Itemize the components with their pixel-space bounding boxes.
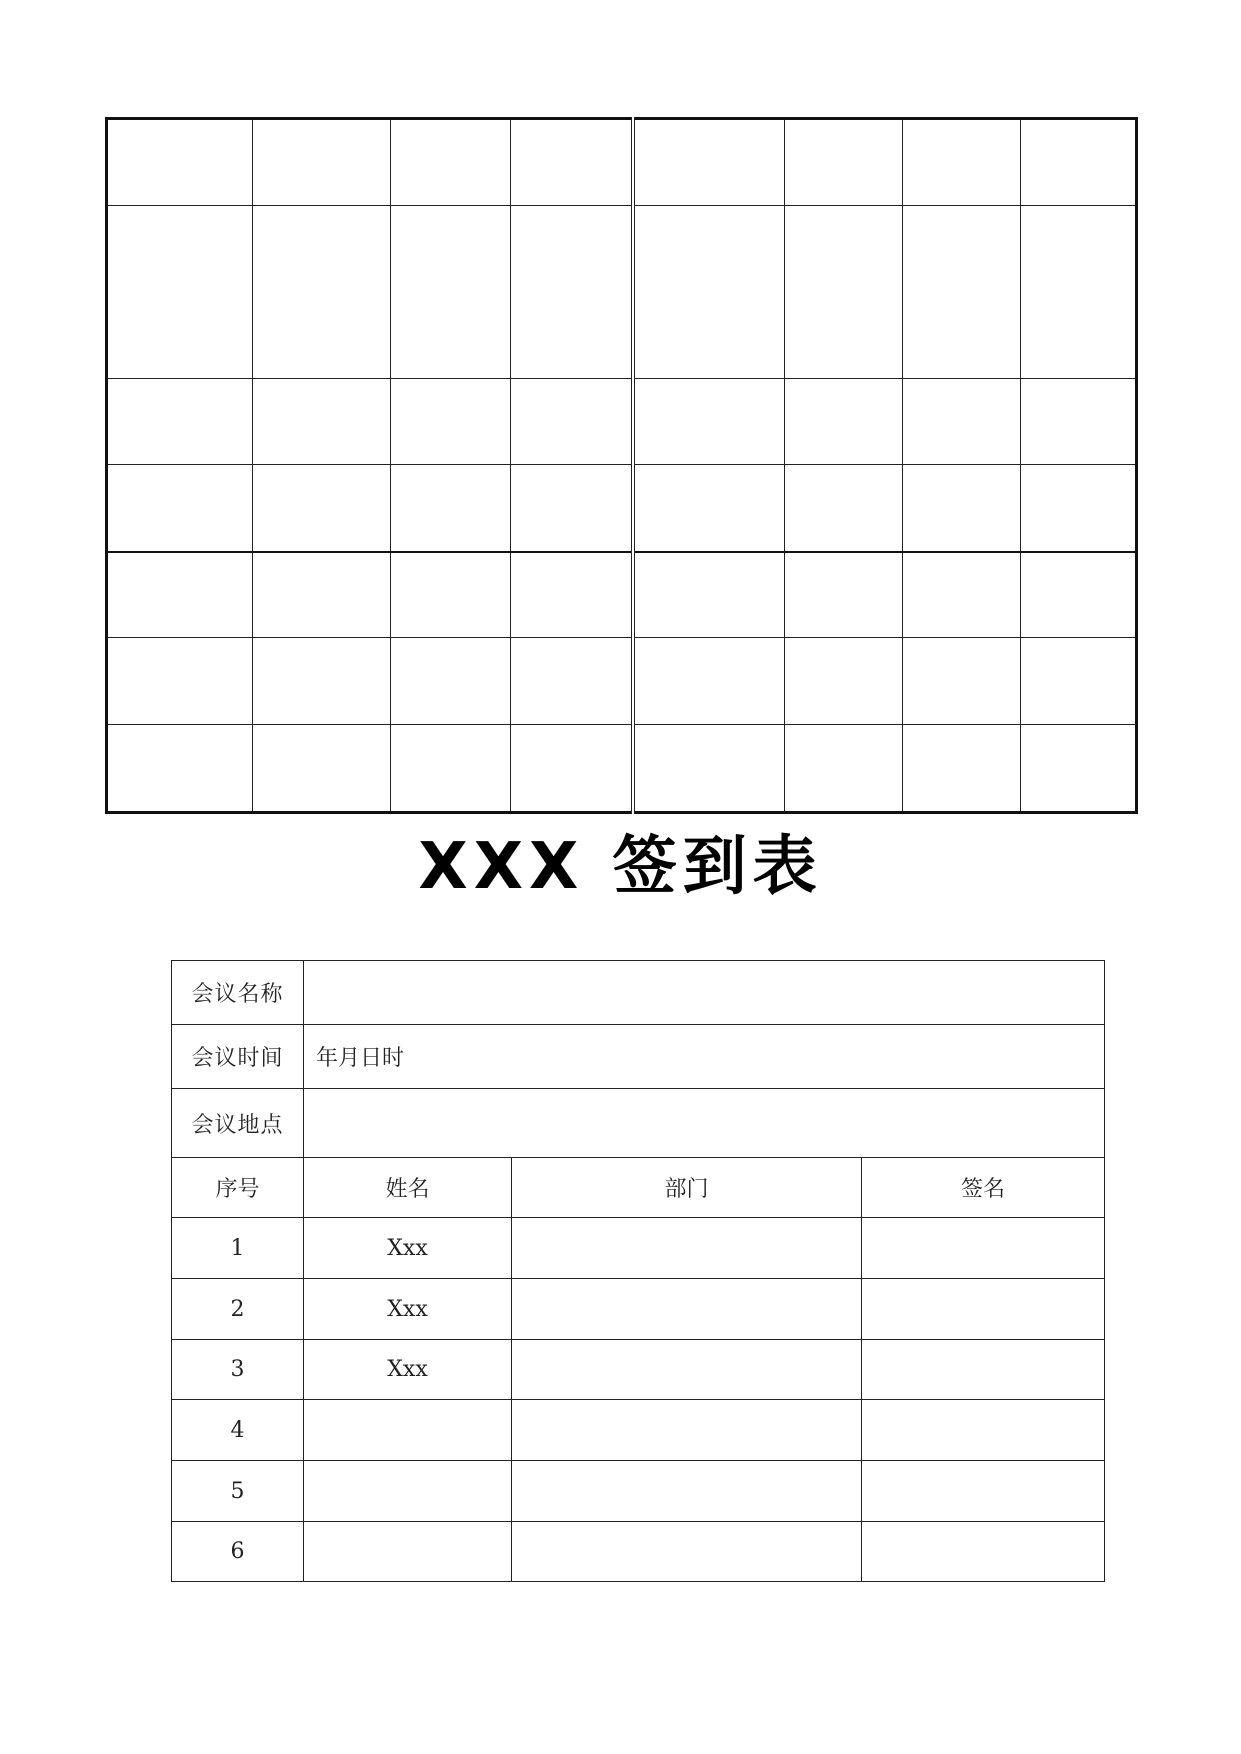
grid-cell[interactable] xyxy=(253,465,391,552)
grid-cell[interactable] xyxy=(253,552,391,638)
grid-cell[interactable] xyxy=(511,552,633,638)
row-seq: 1 xyxy=(172,1218,304,1279)
header-name: 姓名 xyxy=(304,1158,512,1218)
row-seq: 5 xyxy=(172,1461,304,1522)
grid-cell[interactable] xyxy=(107,206,253,379)
table-row xyxy=(172,1279,1105,1340)
row-sign[interactable] xyxy=(862,1400,1105,1461)
row-name[interactable]: Xxx xyxy=(304,1340,512,1400)
table-row xyxy=(172,1218,1105,1279)
row-sign[interactable] xyxy=(862,1461,1105,1522)
row-dept[interactable] xyxy=(512,1461,862,1522)
grid-cell[interactable] xyxy=(1021,119,1137,206)
table-row xyxy=(172,1522,1105,1582)
row-name[interactable] xyxy=(304,1461,512,1522)
header-dept: 部门 xyxy=(512,1158,862,1218)
meeting-time-row xyxy=(172,1025,1105,1089)
row-name[interactable] xyxy=(304,1400,512,1461)
grid-cell[interactable] xyxy=(253,379,391,465)
grid-cell[interactable] xyxy=(511,379,633,465)
grid-cell[interactable] xyxy=(633,119,785,206)
grid-cell[interactable] xyxy=(511,465,633,552)
grid-cell[interactable] xyxy=(253,638,391,725)
grid-cell[interactable] xyxy=(391,119,511,206)
grid-cell[interactable] xyxy=(391,465,511,552)
grid-cell[interactable] xyxy=(785,379,903,465)
grid-cell[interactable] xyxy=(107,725,253,813)
grid-cell[interactable] xyxy=(785,465,903,552)
grid-cell[interactable] xyxy=(391,638,511,725)
grid-cell[interactable] xyxy=(903,465,1021,552)
grid-cell[interactable] xyxy=(785,119,903,206)
grid-cell[interactable] xyxy=(511,206,633,379)
meeting-place-row xyxy=(172,1089,1105,1158)
meeting-name-row xyxy=(172,961,1105,1025)
grid-cell[interactable] xyxy=(253,725,391,813)
grid-row xyxy=(107,725,1137,813)
row-sign[interactable] xyxy=(862,1340,1105,1400)
grid-cell[interactable] xyxy=(903,552,1021,638)
grid-row xyxy=(107,638,1137,725)
header-seq: 序号 xyxy=(172,1158,304,1218)
grid-row xyxy=(107,465,1137,552)
row-dept[interactable] xyxy=(512,1522,862,1582)
page-title: XXX 签到表 xyxy=(418,830,823,904)
grid-cell[interactable] xyxy=(391,379,511,465)
grid-cell[interactable] xyxy=(107,119,253,206)
meeting-name-label: 会议名称 xyxy=(172,961,304,1025)
grid-cell[interactable] xyxy=(1021,465,1137,552)
grid-row xyxy=(107,379,1137,465)
row-seq: 2 xyxy=(172,1279,304,1340)
grid-cell[interactable] xyxy=(253,206,391,379)
header-sign: 签名 xyxy=(862,1158,1105,1218)
meeting-place-label: 会议地点 xyxy=(172,1089,304,1158)
grid-row xyxy=(107,119,1137,206)
grid-cell[interactable] xyxy=(511,725,633,813)
row-sign[interactable] xyxy=(862,1279,1105,1340)
grid-cell[interactable] xyxy=(903,119,1021,206)
row-sign[interactable] xyxy=(862,1522,1105,1582)
row-dept[interactable] xyxy=(512,1218,862,1279)
grid-cell[interactable] xyxy=(785,552,903,638)
column-header-row xyxy=(172,1158,1105,1218)
grid-cell[interactable] xyxy=(391,206,511,379)
row-seq: 4 xyxy=(172,1400,304,1461)
grid-cell[interactable] xyxy=(785,206,903,379)
sign-in-table xyxy=(171,960,1105,1582)
row-dept[interactable] xyxy=(512,1279,862,1340)
grid-cell[interactable] xyxy=(633,465,785,552)
meeting-time-field[interactable]: 年月日时 xyxy=(304,1025,1105,1089)
grid-cell[interactable] xyxy=(107,638,253,725)
row-dept[interactable] xyxy=(512,1400,862,1461)
grid-cell[interactable] xyxy=(1021,725,1137,813)
row-seq: 3 xyxy=(172,1340,304,1400)
grid-cell[interactable] xyxy=(511,119,633,206)
grid-cell[interactable] xyxy=(785,638,903,725)
row-dept[interactable] xyxy=(512,1340,862,1400)
grid-cell[interactable] xyxy=(511,638,633,725)
grid-cell[interactable] xyxy=(391,552,511,638)
grid-cell[interactable] xyxy=(903,725,1021,813)
grid-row xyxy=(107,206,1137,379)
row-sign[interactable] xyxy=(862,1218,1105,1279)
row-name[interactable]: Xxx xyxy=(304,1218,512,1279)
grid-cell[interactable] xyxy=(903,638,1021,725)
table-row xyxy=(172,1461,1105,1522)
grid-cell[interactable] xyxy=(633,552,785,638)
grid-cell[interactable] xyxy=(1021,379,1137,465)
blank-grid-table xyxy=(105,117,1138,814)
grid-cell[interactable] xyxy=(903,379,1021,465)
row-name[interactable]: Xxx xyxy=(304,1279,512,1340)
meeting-place-field[interactable] xyxy=(304,1089,1105,1158)
grid-cell[interactable] xyxy=(1021,552,1137,638)
grid-cell[interactable] xyxy=(1021,206,1137,379)
table-row xyxy=(172,1400,1105,1461)
grid-cell[interactable] xyxy=(253,119,391,206)
grid-cell[interactable] xyxy=(391,725,511,813)
grid-cell[interactable] xyxy=(107,379,253,465)
grid-cell[interactable] xyxy=(107,552,253,638)
grid-cell[interactable] xyxy=(633,725,785,813)
meeting-time-label: 会议时间 xyxy=(172,1025,304,1089)
grid-cell[interactable] xyxy=(633,206,785,379)
meeting-name-field[interactable] xyxy=(304,961,1105,1025)
grid-row xyxy=(107,552,1137,638)
grid-cell[interactable] xyxy=(107,465,253,552)
grid-cell[interactable] xyxy=(1021,638,1137,725)
table-row xyxy=(172,1340,1105,1400)
grid-cell[interactable] xyxy=(633,379,785,465)
grid-cell[interactable] xyxy=(785,725,903,813)
row-name[interactable] xyxy=(304,1522,512,1582)
grid-cell[interactable] xyxy=(903,206,1021,379)
row-seq: 6 xyxy=(172,1522,304,1582)
grid-cell[interactable] xyxy=(633,638,785,725)
